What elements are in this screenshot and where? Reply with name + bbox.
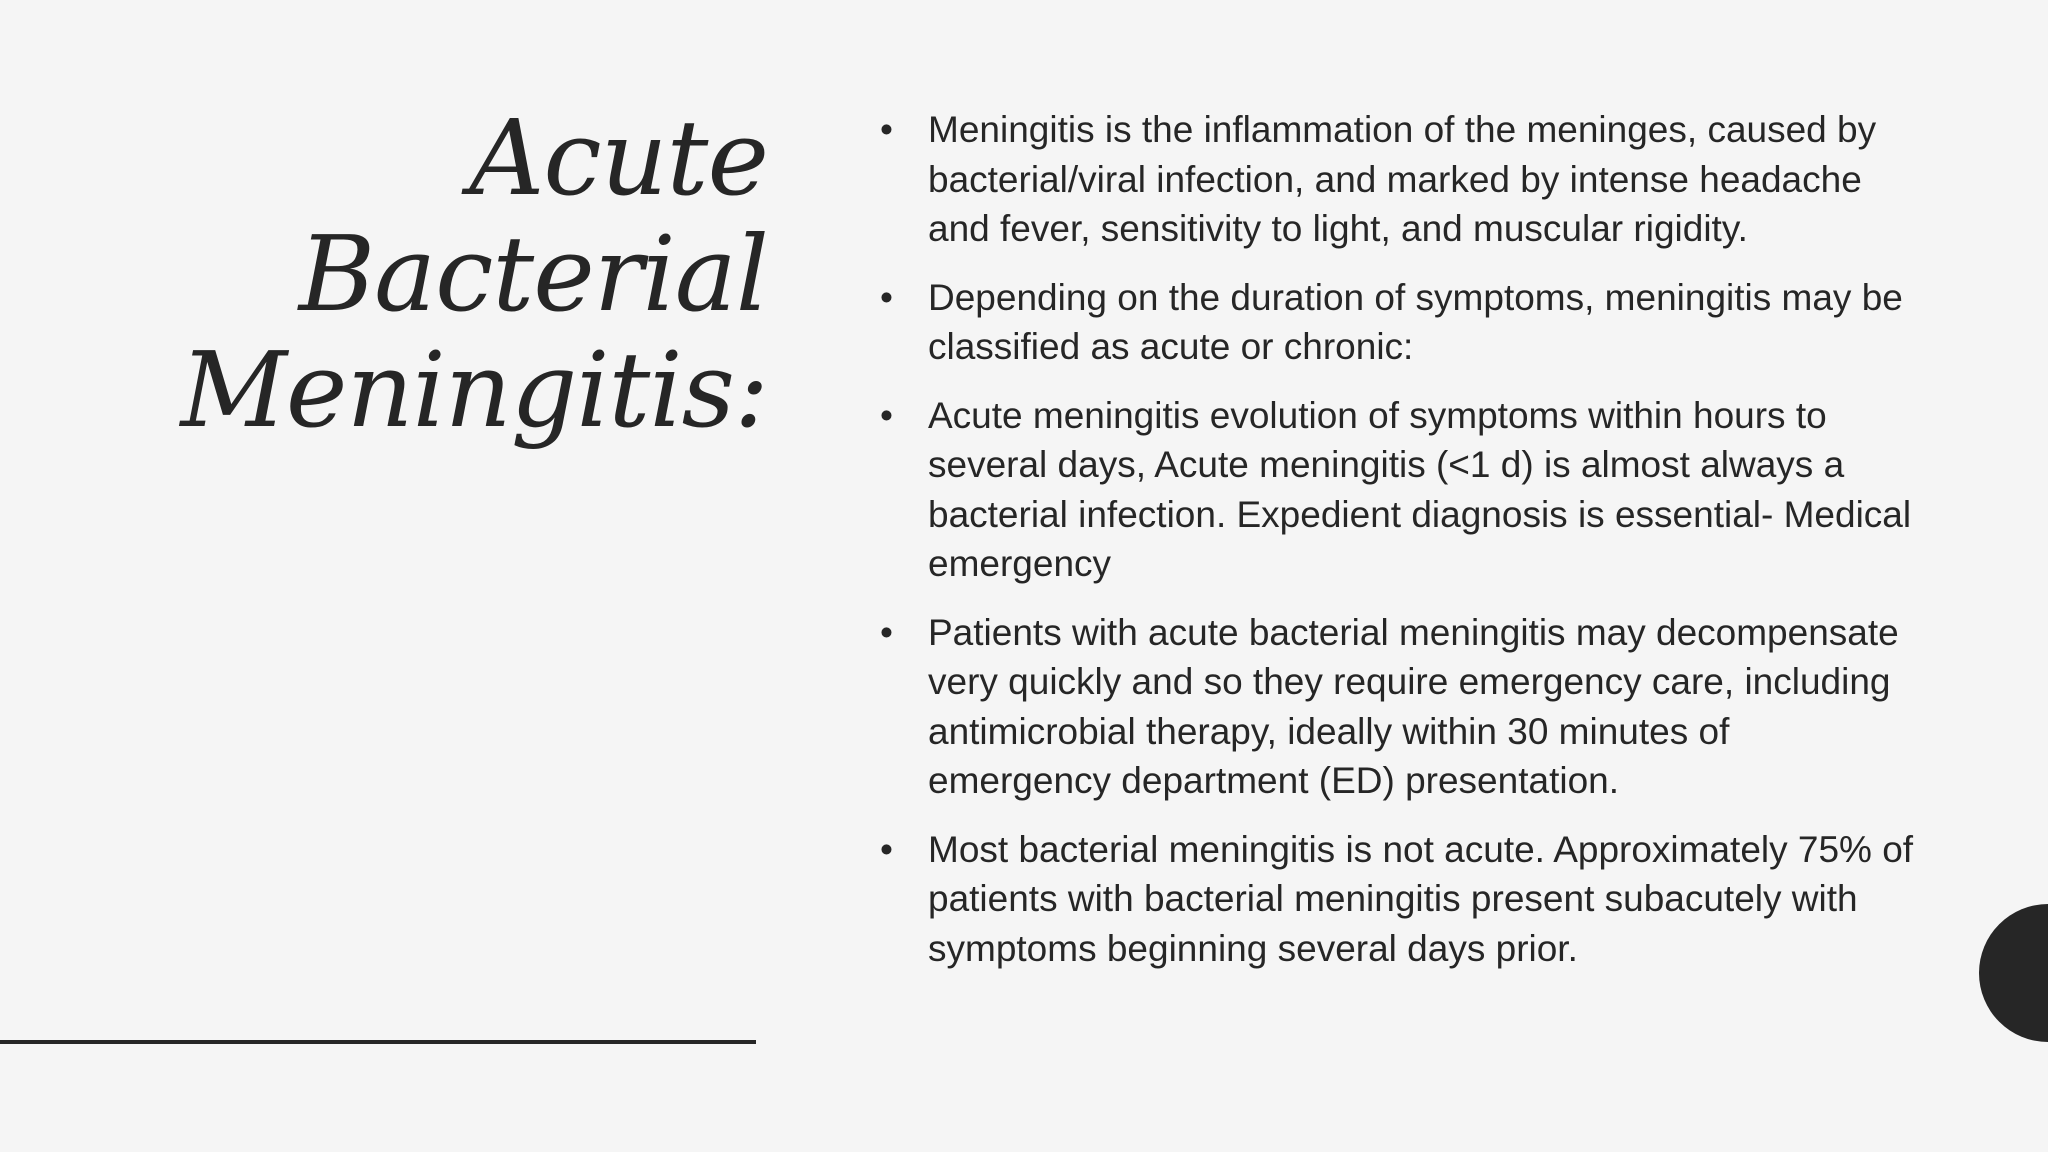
bullet-icon: • bbox=[880, 276, 893, 318]
bullet-text: Meningitis is the inflammation of the meninges, caused by bacterial/viral infection, and marked by intense headache and fever, sensitivity to light, and muscular rigidity. bbox=[928, 109, 1877, 249]
slide-title bbox=[48, 97, 768, 451]
bullet-text: Most bacterial meningitis is not acute. Approximately 75% of patients with bacterial meningitis present subacutely with symptoms beginning several days prior. bbox=[928, 828, 1914, 969]
title-line: Acute bbox=[469, 97, 768, 219]
bullet-item bbox=[880, 273, 1920, 372]
bullet-icon: • bbox=[880, 611, 893, 653]
title-line: Bacterial bbox=[298, 213, 768, 335]
title-line: Meningitis: bbox=[180, 329, 768, 451]
bullet-item bbox=[880, 608, 1920, 806]
bullet-text: Patients with acute bacterial meningitis may decompensate very quickly and so they require emergency care, including antimicrobial therapy, ideally within 30 minutes of emergency department (ED) presentation. bbox=[928, 611, 1899, 801]
bullet-item bbox=[880, 391, 1920, 589]
bullet-icon: • bbox=[880, 109, 893, 150]
bullet-icon: • bbox=[880, 828, 893, 870]
title-divider-line bbox=[0, 1040, 756, 1044]
decorative-circle-icon bbox=[1979, 904, 2048, 1042]
bullet-text: Acute meningitis evolution of symptoms within hours to several days, Acute meningitis (<1 d) is almost always a bacterial infection. Expedient diagnosis is essential- Medical emergency bbox=[928, 394, 1912, 584]
bullet-item bbox=[880, 105, 1920, 254]
bullet-list bbox=[880, 105, 1920, 992]
bullet-text: Depending on the duration of symptoms, meningitis may be classified as acute or chronic: bbox=[928, 276, 1903, 367]
bullet-icon: • bbox=[880, 394, 893, 436]
bullet-item bbox=[880, 825, 1920, 974]
